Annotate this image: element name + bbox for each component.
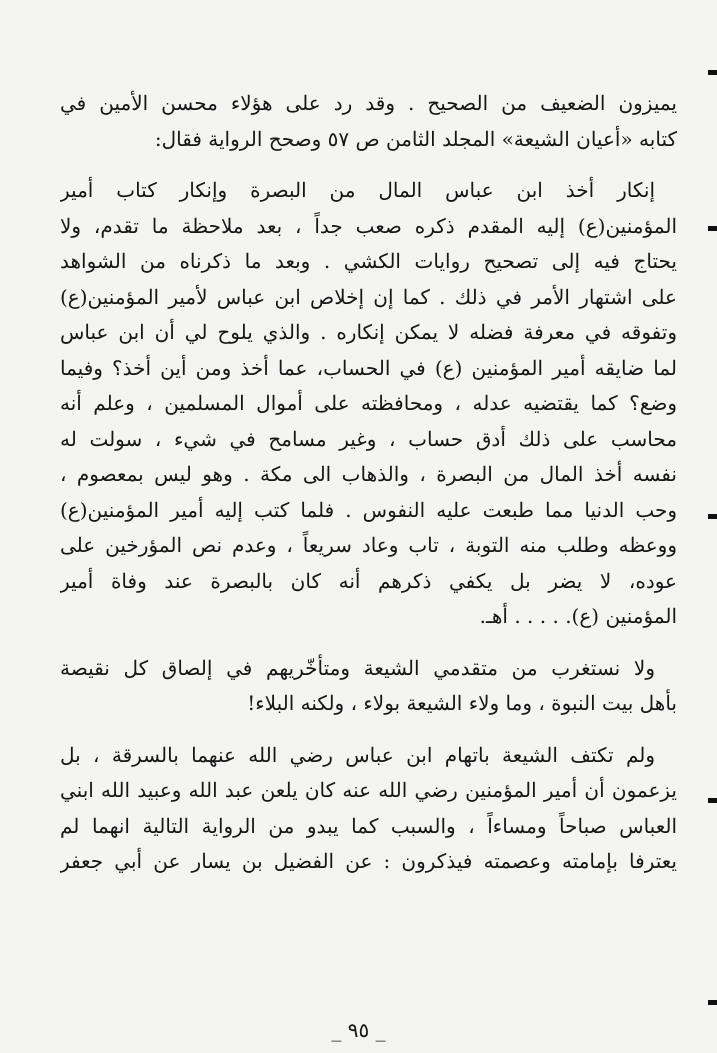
paragraph [60, 86, 677, 157]
text-line: لما ضايقه أمير المؤمنين (ع) في الحساب، عما أخذ ومن أين أخذ؟ وفيما [60, 355, 677, 380]
text-line: ووعظه وطلب منه التوبة ، تاب وعاد سريعاً ، وعدم نص المؤرخين على [60, 533, 677, 557]
edge-mark [708, 514, 717, 519]
text-line: على اشتهار الأمر في ذلك . كما إن إخلاص ابن عباس لأمير المؤمنين(ع) [60, 284, 677, 309]
edge-mark [708, 1000, 717, 1005]
text-line: يميزون الضعيف من الصحيح . وقد رد على هؤلاء محسن الأمين في [60, 91, 677, 115]
page-number: _ ٩٥ _ [331, 1018, 386, 1042]
text-line: يزعمون أن أمير المؤمنين رضي الله عنه كان يلعن عبد الله وعبيد الله ابني [60, 778, 677, 802]
paragraph [60, 173, 677, 635]
edge-mark [708, 226, 717, 231]
text-line: وضع؟ كما يقتضيه عدله ، ومحافظته على أموال المسلمين ، وعلم أنه [60, 391, 677, 415]
text-body [60, 86, 677, 880]
text-line: كتابه «أعيان الشيعة» المجلد الثامن ص ٥٧ وصحح الرواية فقال: [154, 126, 677, 151]
text-line: إنكار أخذ ابن عباس المال من البصرة وإنكار كتاب أمير [60, 178, 655, 202]
text-line: محاسب على ذلك أدق حساب ، وغير مسامح في شيء ، سولت له [60, 426, 677, 451]
text-line: وحب الدنيا مما طبعت عليه النفوس . فلما كتب إليه أمير المؤمنين(ع) [60, 497, 677, 522]
edge-mark [708, 798, 717, 803]
paragraph [60, 738, 677, 880]
text-line: ولا نستغرب من متقدمي الشيعة ومتأخّريهم في إلصاق كل نقيصة [60, 655, 655, 680]
text-line: نفسه أخذ المال من البصرة ، والذهاب الى مكة . وهو ليس بمعصوم ، [60, 462, 677, 486]
text-line: وتفوقه في معرفة فضله لا يمكن إنكاره . والذي يلوح لي أن ابن عباس [60, 320, 677, 344]
edge-mark [708, 70, 717, 75]
text-line: المؤمنين(ع) إليه المقدم ذكره صعب جداً ، بعد ملاحظة ما تقدم، ولا [60, 213, 677, 238]
text-line: يحتاج فيه إلى تصحيح روايات الكشي . وبعد ما ذكرناه من الشواهد [60, 249, 677, 273]
text-line: عوده، لا يضر بل يكفي ذكرهم أنه كان بالبصرة عند وفاة أمير [60, 568, 677, 593]
text-line: ولم تكتف الشيعة باتهام ابن عباس رضي الله عنهما بالسرقة ، بل [60, 742, 655, 767]
text-line: المؤمنين (ع). . . . . أهـ. [479, 604, 677, 628]
paragraph [60, 651, 677, 722]
text-line: يعترفا بإمامته وعصمته فيذكرون : عن الفضيل بن يسار عن أبي جعفر [60, 849, 677, 873]
text-line: بأهل بيت النبوة ، وما ولاء الشيعة بولاء ، ولكنه البلاء! [247, 691, 677, 715]
text-line: العباس صباحاً ومساءاً ، والسبب كما يبدو من الرواية التالية انهما لم [60, 813, 677, 838]
